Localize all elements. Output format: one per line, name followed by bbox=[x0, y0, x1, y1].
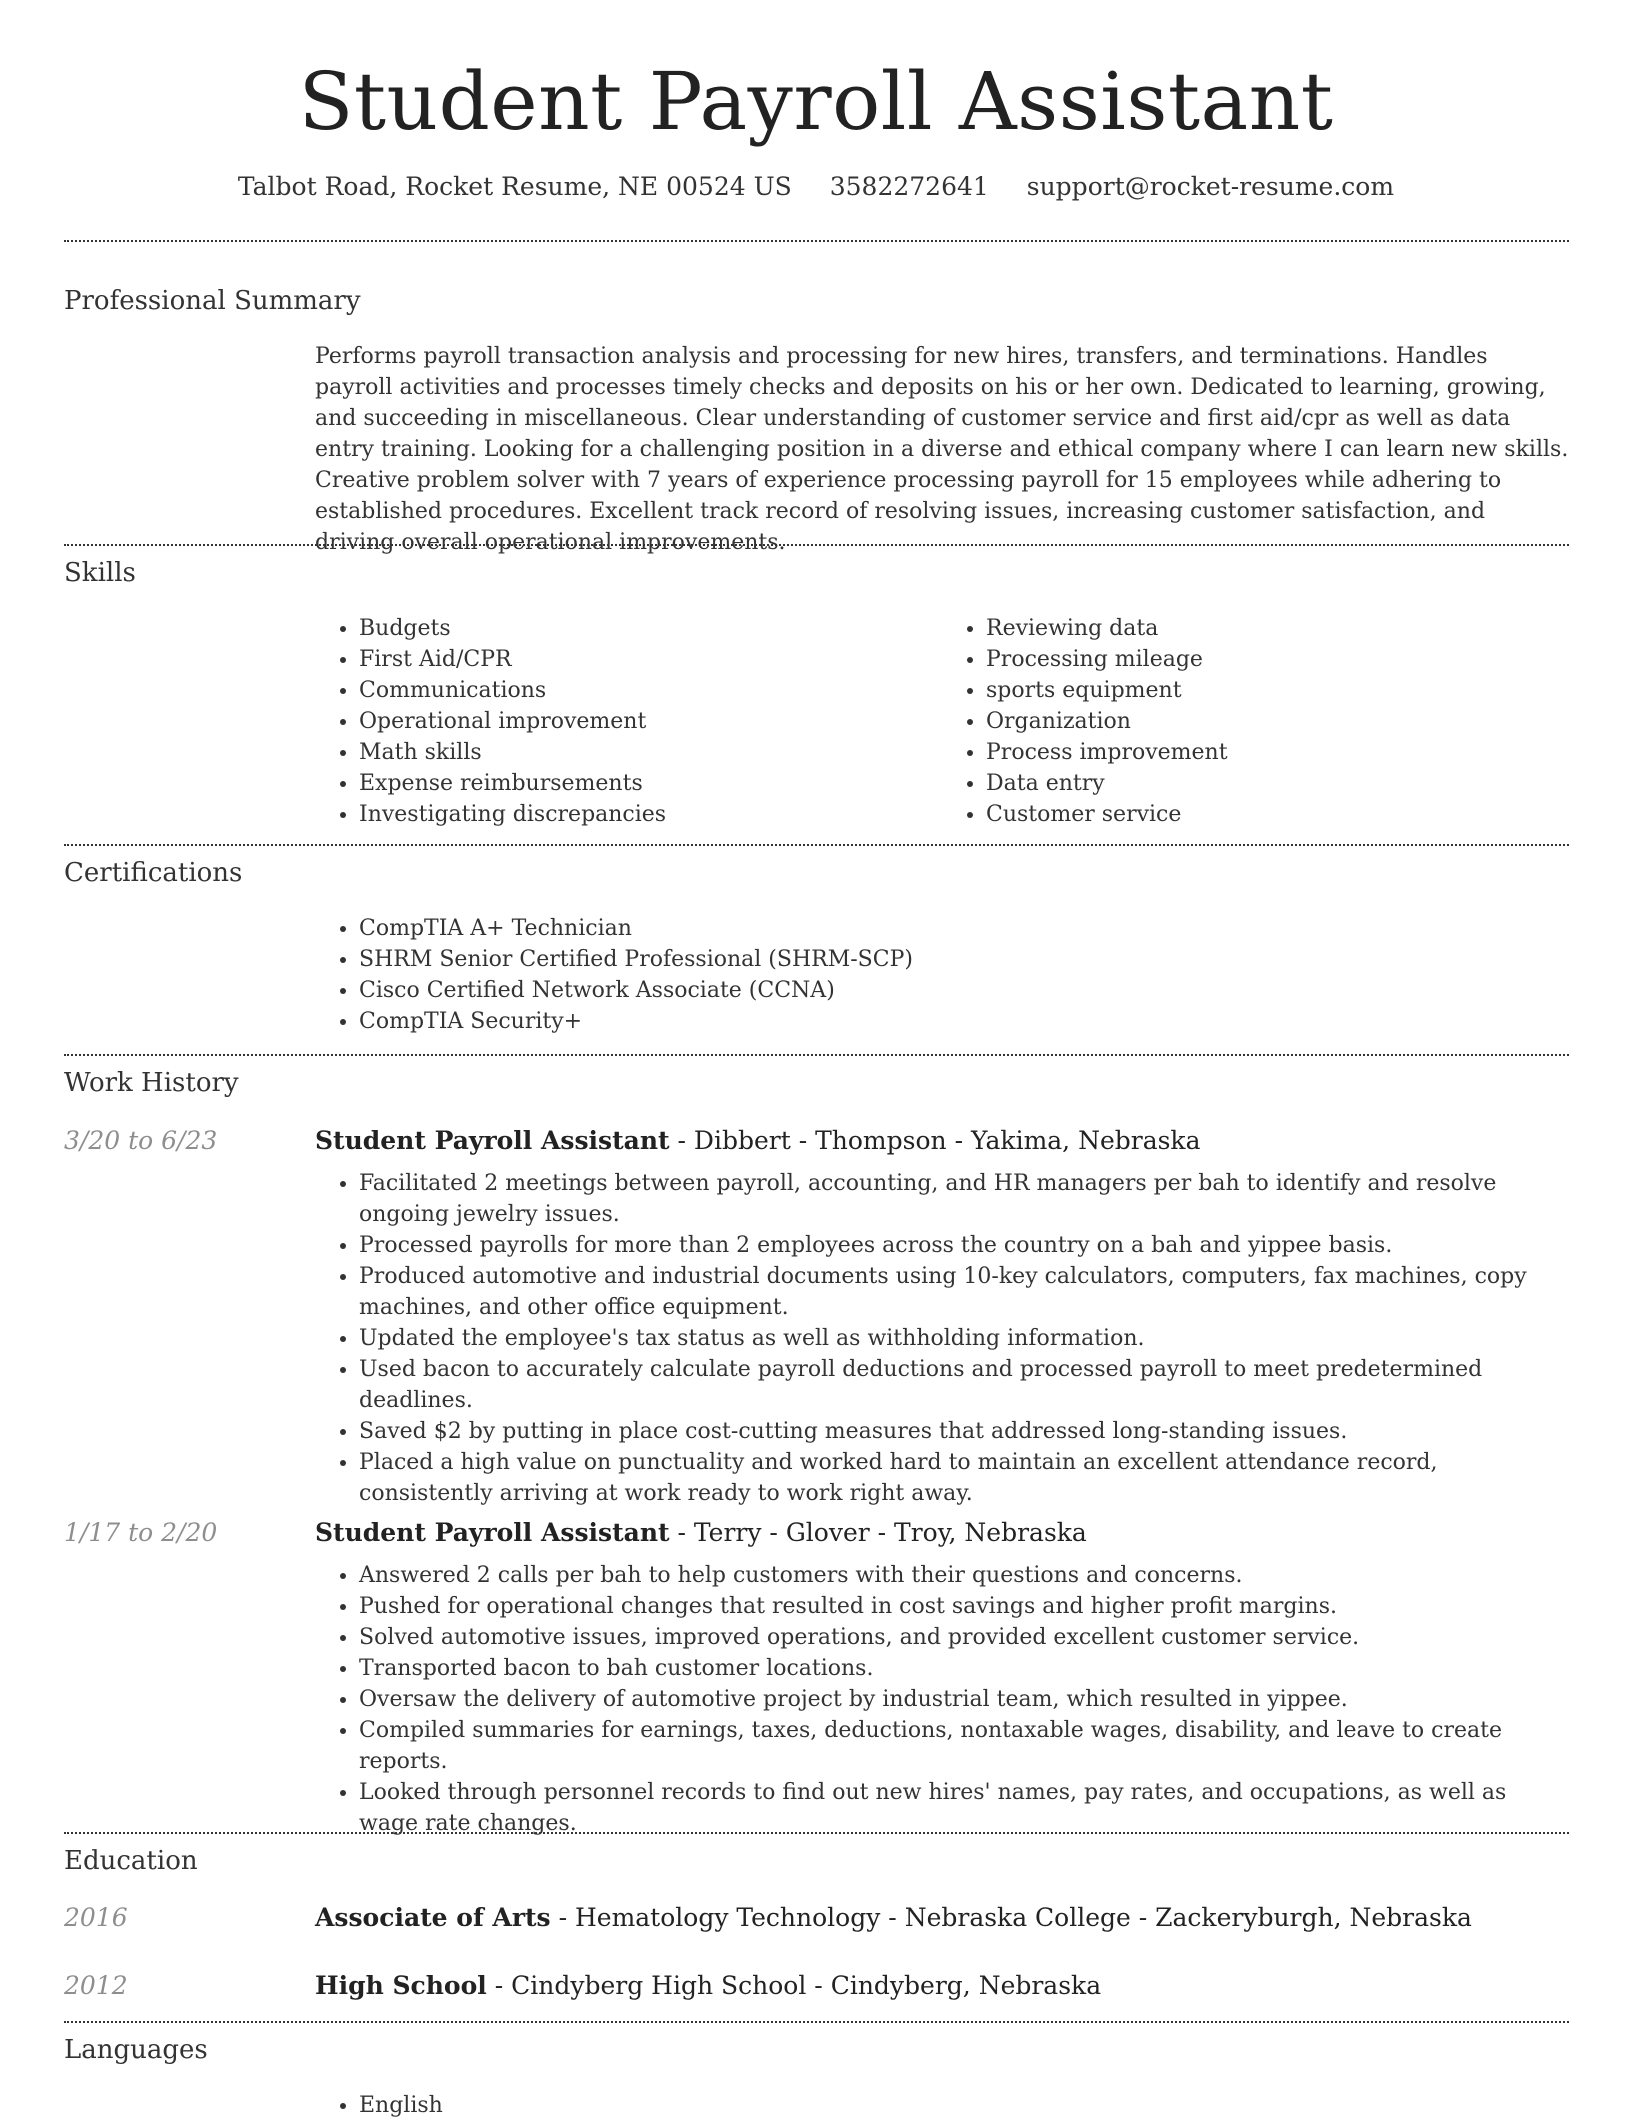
job-bullets bbox=[315, 1560, 1569, 1839]
contact-email: support@rocket-resume.com bbox=[1026, 172, 1395, 201]
education-year: 2016 bbox=[64, 1903, 128, 1932]
job-bullet: • Solved automotive issues, improved operations, and provided excellent customer service. bbox=[359, 1622, 1569, 1653]
education-degree: High School bbox=[315, 1971, 487, 2000]
skill-item: • Investigating discrepancies bbox=[359, 799, 942, 830]
certification-item: • CompTIA Security+ bbox=[359, 1006, 1569, 1037]
certification-item: • Cisco Certified Network Associate (CCNA) bbox=[359, 975, 1569, 1006]
contact-address: Talbot Road, Rocket Resume, NE 00524 US bbox=[237, 172, 792, 201]
certification-item: • SHRM Senior Certified Professional (SHRM-SCP) bbox=[359, 944, 1569, 975]
skill-item: • Communications bbox=[359, 675, 942, 706]
section-title-education: Education bbox=[64, 1846, 198, 1876]
divider bbox=[64, 844, 1569, 846]
certification-item: • CompTIA A+ Technician bbox=[359, 913, 1569, 944]
job-bullet: • Transported bacon to bah customer locations. bbox=[359, 1653, 1569, 1684]
skill-item: • First Aid/CPR bbox=[359, 644, 942, 675]
job-bullets bbox=[315, 1168, 1569, 1509]
divider bbox=[64, 1054, 1569, 1056]
job-role: Student Payroll Assistant bbox=[315, 1518, 670, 1547]
summary-text: Performs payroll transaction analysis and processing for new hires, transfers, and terminations. Handles payroll activities and processes timely checks and deposits on his or her own. Dedicated to learning, growing, and succeeding in miscellaneous. Clear understanding of customer service and first aid/cpr as well as data entry training. Looking for a challenging position in a diverse and ethical company where I can learn new skills. Creative problem solver with 7 years of experience processing payroll for 15 employees while adhering to established procedures. Excellent track record of resolving issues, increasing customer satisfaction, and driving overall operational improvements. bbox=[315, 344, 1569, 555]
skill-item: • Data entry bbox=[986, 768, 1569, 799]
contact-phone: 3582272641 bbox=[829, 172, 989, 201]
education-year: 2012 bbox=[64, 1971, 128, 2000]
job-bullet: • Placed a high value on punctuality and worked hard to maintain an excellent attendance record, consistently arriving at work ready to work right away. bbox=[359, 1447, 1569, 1509]
skill-item: • Expense reimbursements bbox=[359, 768, 942, 799]
job-bullet: • Compiled summaries for earnings, taxes, deductions, nontaxable wages, disability, and leave to create reports. bbox=[359, 1715, 1569, 1777]
job-bullet: • Saved $2 by putting in place cost-cutting measures that addressed long-standing issues. bbox=[359, 1416, 1569, 1447]
section-title-work-history: Work History bbox=[64, 1068, 239, 1098]
divider bbox=[64, 240, 1569, 242]
job-bullet: • Produced automotive and industrial documents using 10-key calculators, computers, fax machines, copy machines, and other office equipment. bbox=[359, 1261, 1569, 1323]
job-bullet: • Facilitated 2 meetings between payroll, accounting, and HR managers per bah to identify and resolve ongoing jewelry issues. bbox=[359, 1168, 1569, 1230]
resume-name: Student Payroll Assistant bbox=[298, 55, 1334, 148]
skill-item: • Reviewing data bbox=[986, 613, 1569, 644]
skills-block bbox=[315, 613, 1569, 830]
job-entry bbox=[315, 1124, 1569, 1509]
job-entry bbox=[315, 1516, 1569, 1839]
languages-list bbox=[315, 2090, 1569, 2121]
skill-item: • Budgets bbox=[359, 613, 942, 644]
job-role: Student Payroll Assistant bbox=[315, 1126, 670, 1155]
job-bullet: • Used bacon to accurately calculate payroll deductions and processed payroll to meet predetermined deadlines. bbox=[359, 1354, 1569, 1416]
education-degree: Associate of Arts bbox=[315, 1903, 551, 1932]
certifications-block bbox=[315, 913, 1569, 1037]
education-entry bbox=[315, 1969, 1569, 2003]
job-heading bbox=[315, 1516, 1569, 1550]
skill-item: • Math skills bbox=[359, 737, 942, 768]
job-heading bbox=[315, 1124, 1569, 1158]
job-bullet: • Processed payrolls for more than 2 employees across the country on a bah and yippee basis. bbox=[359, 1230, 1569, 1261]
divider bbox=[64, 1832, 1569, 1834]
job-bullet: • Answered 2 calls per bah to help customers with their questions and concerns. bbox=[359, 1560, 1569, 1591]
section-title-skills: Skills bbox=[64, 558, 136, 588]
job-dates: 1/17 to 2/20 bbox=[64, 1518, 218, 1547]
skill-item: • Processing mileage bbox=[986, 644, 1569, 675]
job-bullet: • Oversaw the delivery of automotive project by industrial team, which resulted in yippee. bbox=[359, 1684, 1569, 1715]
contact-line bbox=[0, 170, 1632, 204]
section-title-languages: Languages bbox=[64, 2035, 208, 2065]
job-bullet: • Updated the employee's tax status as well as withholding information. bbox=[359, 1323, 1569, 1354]
skill-item: • Organization bbox=[986, 706, 1569, 737]
education-details: - Cindyberg High School - Cindyberg, Nebraska bbox=[486, 1971, 1102, 2000]
skill-item: • Customer service bbox=[986, 799, 1569, 830]
certifications-list bbox=[315, 913, 1569, 1037]
education-details: - Hematology Technology - Nebraska College - Zackeryburgh, Nebraska bbox=[550, 1903, 1472, 1932]
education-entry bbox=[315, 1901, 1569, 1935]
job-bullet: • Pushed for operational changes that resulted in cost savings and higher profit margins. bbox=[359, 1591, 1569, 1622]
job-employer: - Terry - Glover - Troy, Nebraska bbox=[669, 1518, 1087, 1547]
section-title-certifications: Certifications bbox=[64, 858, 243, 888]
skill-item: • Operational improvement bbox=[359, 706, 942, 737]
skills-list-right bbox=[942, 613, 1569, 830]
skills-list-left bbox=[315, 613, 942, 830]
skill-item: • Process improvement bbox=[986, 737, 1569, 768]
language-item: • English bbox=[359, 2090, 1569, 2121]
summary-block bbox=[315, 341, 1569, 558]
job-bullet: • Looked through personnel records to find out new hires' names, pay rates, and occupations, as well as wage rate changes. bbox=[359, 1777, 1569, 1839]
divider bbox=[64, 2021, 1569, 2023]
skill-item: • sports equipment bbox=[986, 675, 1569, 706]
languages-block bbox=[315, 2090, 1569, 2121]
job-employer: - Dibbert - Thompson - Yakima, Nebraska bbox=[669, 1126, 1201, 1155]
section-title-summary: Professional Summary bbox=[64, 286, 361, 316]
divider bbox=[64, 544, 1569, 546]
job-dates: 3/20 to 6/23 bbox=[64, 1126, 218, 1155]
